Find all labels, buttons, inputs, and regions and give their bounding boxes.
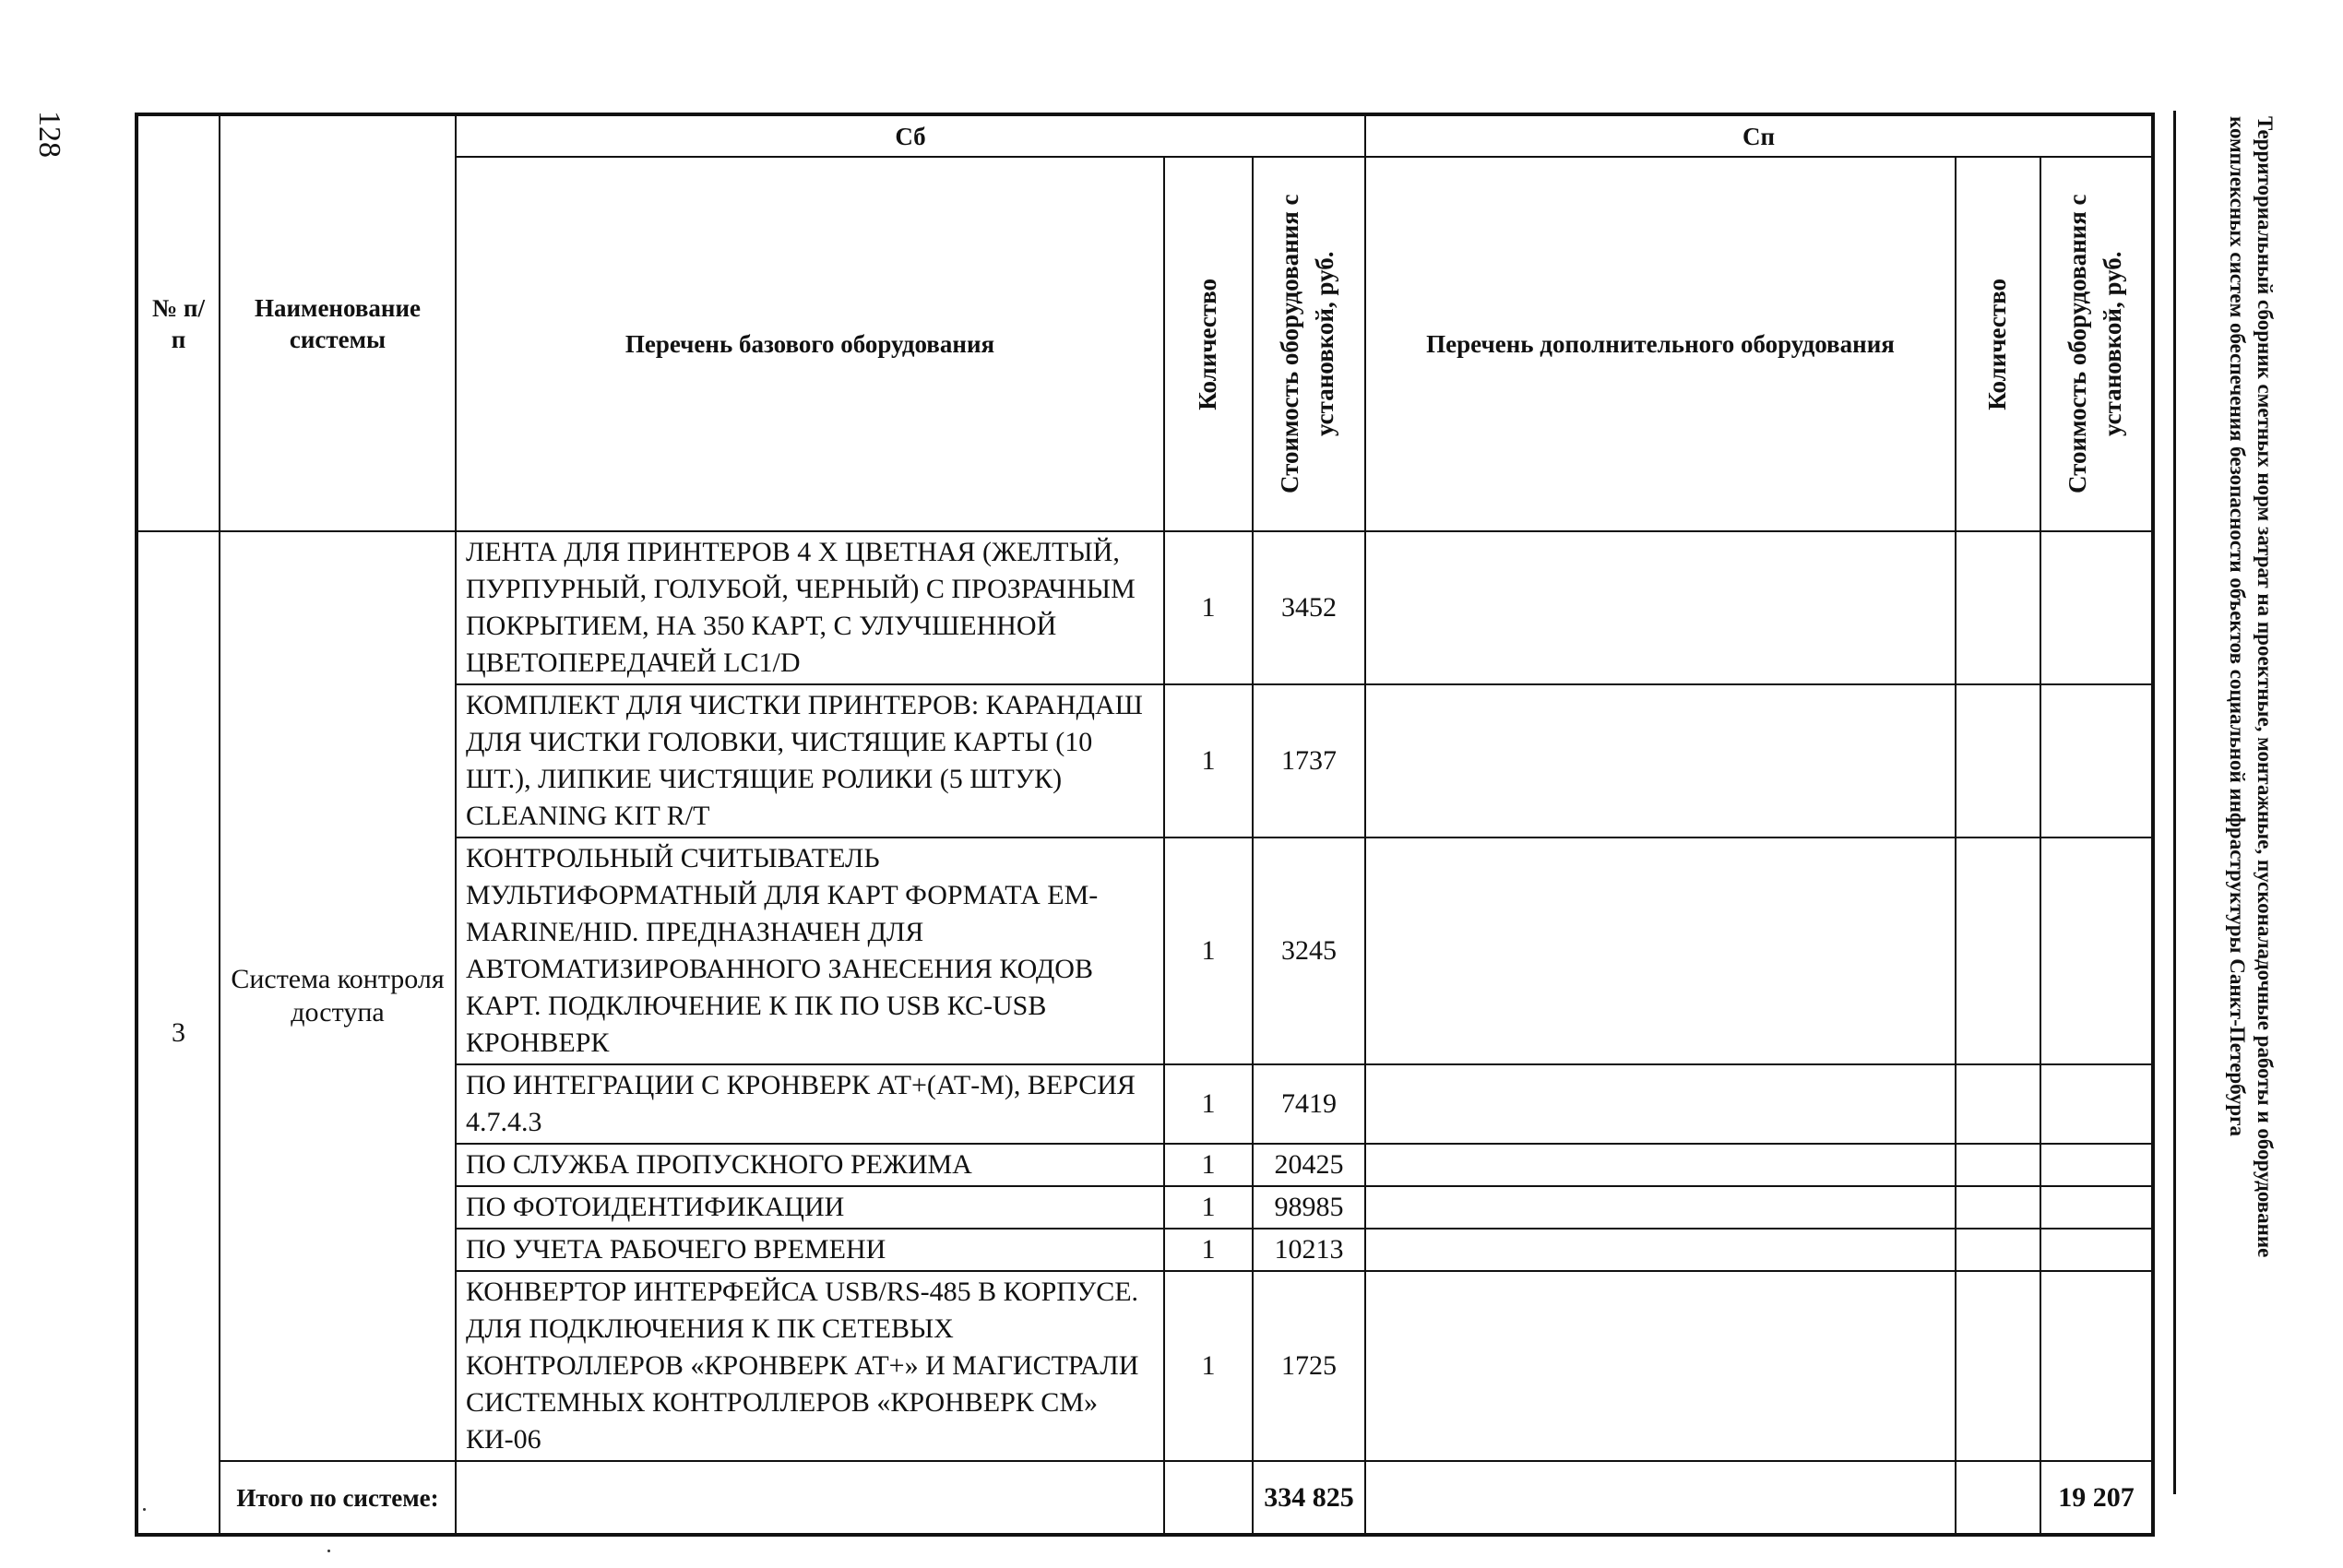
extra-qty-cell [1956,531,2040,684]
total-empty-qty [1164,1461,1253,1535]
side-header-rule [2173,111,2176,1494]
item-cost: 10213 [1253,1229,1365,1271]
header-cost2 [2040,157,2153,531]
header-cost-text: Стоимость оборудования с установкой, руб. [1276,194,1338,494]
extra-cost-cell [2040,1271,2153,1461]
total-base-cost: 334 825 [1253,1461,1365,1535]
extra-cost-cell [2040,1064,2153,1144]
scan-speck [143,1508,146,1511]
extra-qty-cell [1956,684,2040,837]
header-qty-text: Количество [1194,278,1221,410]
item-cost: 3245 [1253,837,1365,1064]
extra-list-cell [1365,684,1956,837]
header-cost2-text: Стоимость оборудования с установкой, руб. [2063,194,2126,494]
extra-qty-cell [1956,1144,2040,1186]
extra-cost-cell [2040,1144,2153,1186]
side-header-line2: комплексных систем обеспечения безопасности объектов социальной инфраструктуры Санкт-Петербурга [2226,116,2249,1137]
extra-list-cell [1365,531,1956,684]
item-name: ПО ФОТОИДЕНТИФИКАЦИИ [456,1186,1164,1229]
item-cost: 7419 [1253,1064,1365,1144]
extra-list-cell [1365,837,1956,1064]
extra-qty-cell [1956,1064,2040,1144]
extra-list-cell [1365,1064,1956,1144]
total-empty-list [456,1461,1164,1535]
extra-cost-cell [2040,837,2153,1064]
extra-cost-cell [2040,1186,2153,1229]
system-name: Система контроля доступа [220,531,456,1461]
equipment-table [135,113,2155,1537]
item-name: КОНВЕРТОР ИНТЕРФЕЙСА USB/RS-485 В КОРПУСЕ. ДЛЯ ПОДКЛЮЧЕНИЯ К ПК СЕТЕВЫХ КОНТРОЛЛЕРОВ «КРОНВЕРК АТ+» И МАГИСТРАЛИ СИСТЕМНЫХ КОНТРОЛЛЕРОВ «КРОНВЕРК СМ» КИ-06 [456,1271,1164,1461]
header-qty2-text: Количество [1983,278,2012,410]
side-header [2195,116,2278,1500]
item-name: ПО ИНТЕГРАЦИИ С КРОНВЕРК АТ+(АТ-М), ВЕРСИЯ 4.7.4.3 [456,1064,1164,1144]
header-qty2 [1956,157,2040,531]
header-extra-list: Перечень дополнительного оборудования [1365,157,1956,531]
item-qty: 1 [1164,531,1253,684]
scan-speck [327,1550,330,1552]
extra-qty-cell [1956,1271,2040,1461]
extra-cost-cell [2040,1229,2153,1271]
table-row [137,531,2153,684]
item-cost: 1737 [1253,684,1365,837]
item-cost: 98985 [1253,1186,1365,1229]
item-name: КОМПЛЕКТ ДЛЯ ЧИСТКИ ПРИНТЕРОВ: КАРАНДАШ ДЛЯ ЧИСТКИ ГОЛОВКИ, ЧИСТЯЩИЕ КАРТЫ (10 ШТ.), ЛИПКИЕ ЧИСТЯЩИЕ РОЛИКИ (5 ШТУК) CLEANING KIT R/T [456,684,1164,837]
item-qty: 1 [1164,837,1253,1064]
item-name: ПО УЧЕТА РАБОЧЕГО ВРЕМЕНИ [456,1229,1164,1271]
item-qty: 1 [1164,1229,1253,1271]
extra-list-cell [1365,1186,1956,1229]
total-row [137,1461,2153,1535]
item-name: ПО СЛУЖБА ПРОПУСКНОГО РЕЖИМА [456,1144,1164,1186]
item-qty: 1 [1164,1271,1253,1461]
item-cost: 3452 [1253,531,1365,684]
extra-list-cell [1365,1229,1956,1271]
extra-qty-cell [1956,837,2040,1064]
header-qty [1164,157,1253,531]
total-label: Итого по системе: [220,1461,456,1535]
item-qty: 1 [1164,1064,1253,1144]
header-system: Наименование системы [220,114,456,531]
item-name: ЛЕНТА ДЛЯ ПРИНТЕРОВ 4 Х ЦВЕТНАЯ (ЖЕЛТЫЙ, ПУРПУРНЫЙ, ГОЛУБОЙ, ЧЕРНЫЙ) С ПРОЗРАЧНЫМ ПОКРЫТИЕМ, НА 350 КАРТ, С УЛУЧШЕННОЙ ЦВЕТОПЕРЕДАЧЕЙ LC1/D [456,531,1164,684]
extra-list-cell [1365,1271,1956,1461]
extra-list-cell [1365,1144,1956,1186]
side-header-line1: Территориальный сборник сметных норм затрат на проектные, монтажные, пусконаладочные работы и оборудование [2254,116,2277,1258]
header-sb: Сб [456,114,1365,157]
item-qty: 1 [1164,1186,1253,1229]
total-empty-extra-list [1365,1461,1956,1535]
header-num: № п/п [137,114,220,531]
item-cost: 20425 [1253,1144,1365,1186]
header-base-list: Перечень базового оборудования [456,157,1164,531]
header-cost [1253,157,1365,531]
extra-cost-cell [2040,684,2153,837]
item-qty: 1 [1164,684,1253,837]
extra-cost-cell [2040,531,2153,684]
header-sp: Сп [1365,114,2153,157]
total-extra-cost: 19 207 [2040,1461,2153,1535]
page-number: 128 [32,111,66,158]
item-name: КОНТРОЛЬНЫЙ СЧИТЫВАТЕЛЬ МУЛЬТИФОРМАТНЫЙ ДЛЯ КАРТ ФОРМАТА EM-MARINE/HID. ПРЕДНАЗНАЧЕН ДЛЯ АВТОМАТИЗИРОВАННОГО ЗАНЕСЕНИЯ КОДОВ КАРТ. ПОДКЛЮЧЕНИЕ К ПК ПО USB КС-USB КРОНВЕРК [456,837,1164,1064]
item-cost: 1725 [1253,1271,1365,1461]
row-number: 3 [137,531,220,1535]
item-qty: 1 [1164,1144,1253,1186]
extra-qty-cell [1956,1186,2040,1229]
total-empty-extra-qty [1956,1461,2040,1535]
extra-qty-cell [1956,1229,2040,1271]
